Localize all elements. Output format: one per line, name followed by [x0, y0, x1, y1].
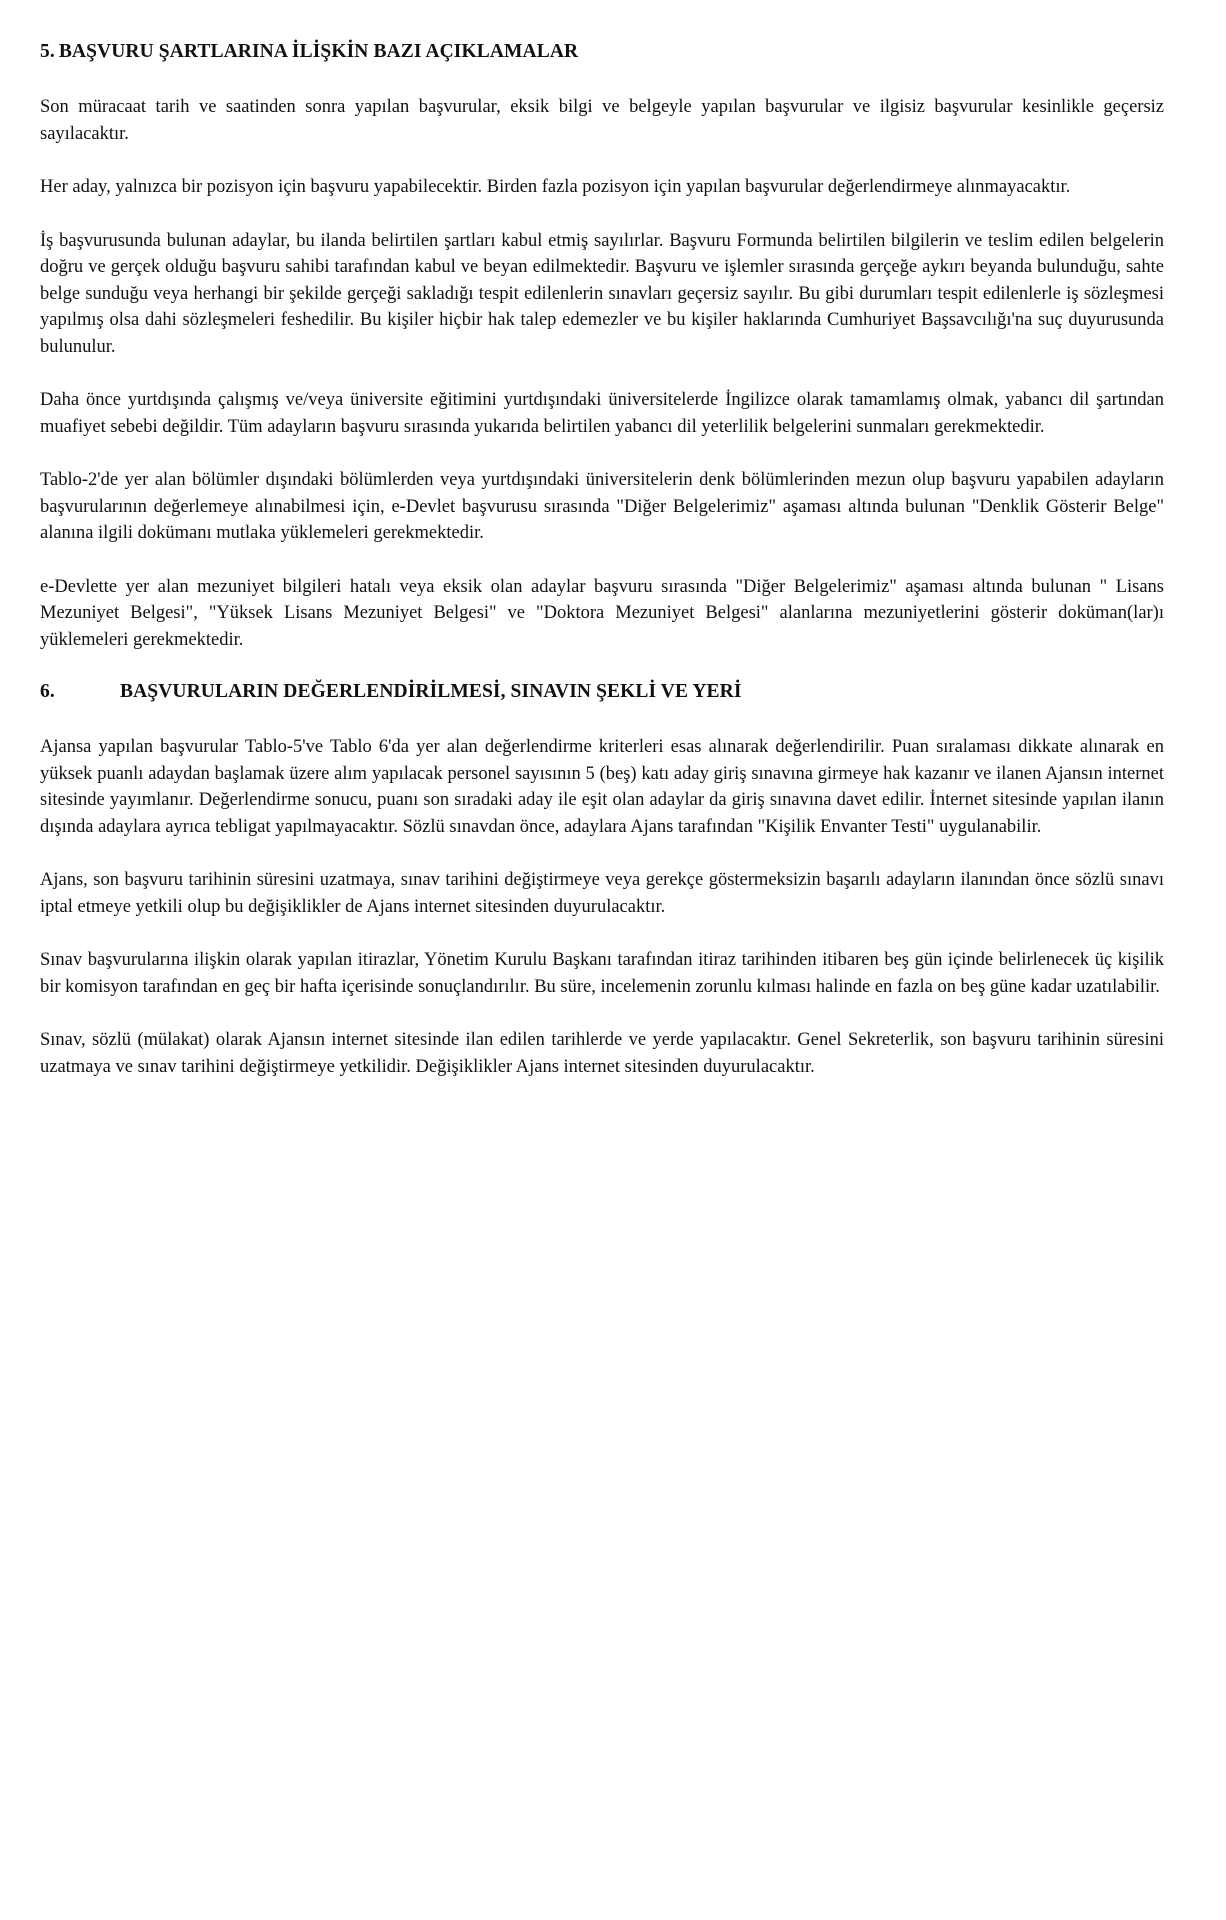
- section-5-paragraph-5: Tablo-2'de yer alan bölümler dışındaki bölümlerden veya yurtdışındaki üniversitelerin denk bölümlerinden mezun olup başvuru yapabilen adayların başvurularının değerlemeye alınabilmesi için, e-Devlet başvurusu sırasında "Diğer Belgelerimiz" aşaması altında bulunan "Denklik Gösterir Belge" alanına ilgili dokümanı mutlaka yüklemeleri gerekmektedir.: [40, 470, 1164, 543]
- section-6-heading: [40, 680, 1164, 704]
- section-6-paragraph-2: Ajans, son başvuru tarihinin süresini uzatmaya, sınav tarihini değiştirmeye veya gerekçe göstermeksizin başarılı adayların ilanından önce sözlü sınavı iptal etmeye yetkili olup bu değişiklikler de Ajans internet sitesinden duyurulacaktır.: [40, 870, 1164, 917]
- section-6-title: BAŞVURULARIN DEĞERLENDİRİLMESİ, SINAVIN ŞEKLİ VE YERİ: [120, 681, 742, 702]
- section-6-paragraph-4: Sınav, sözlü (mülakat) olarak Ajansın internet sitesinde ilan edilen tarihlerde ve yerde yapılacaktır. Genel Sekreterlik, son başvuru tarihinin süresini uzatmaya ve sınav tarihini değiştirmeye yetkilidir. Değişiklikler Ajans internet sitesinden duyurulacaktır.: [40, 1030, 1164, 1077]
- section-6-paragraph-1: Ajansa yapılan başvurular Tablo-5've Tablo 6'da yer alan değerlendirme kriterleri esas alınarak değerlendirilir. Puan sıralaması dikkate alınarak en yüksek puanlı adaydan başlamak üzere alım yapılacak personel sayısının 5 (beş) katı aday giriş sınavına girmeye hak kazanır ve ilanen Ajansın internet sitesinde yayımlanır. Değerlendirme sonucu, puanı son sıradaki aday ile eşit olan adaylar da giriş sınavına davet edilir. İnternet sitesinde yapılan ilanın dışında adaylara ayrıca tebligat yapılmayacaktır. Sözlü sınavdan önce, adaylara Ajans tarafından "Kişilik Envanter Testi" uygulanabilir.: [40, 737, 1164, 837]
- section-5-paragraph-4: Daha önce yurtdışında çalışmış ve/veya üniversite eğitimini yurtdışındaki üniversitelerde İngilizce olarak tamamlamış olmak, yabancı dil şartından muafiyet sebebi değildir. Tüm adayların başvuru sırasında yukarıda belirtilen yabancı dil yeterlilik belgelerini sunmaları gerekmektedir.: [40, 390, 1164, 437]
- section-6-number: 6.: [40, 681, 55, 702]
- section-5-title: BAŞVURU ŞARTLARINA İLİŞKİN BAZI AÇIKLAMALAR: [58, 41, 579, 62]
- section-5-paragraph-3: İş başvurusunda bulunan adaylar, bu ilanda belirtilen şartları kabul etmiş sayılırlar. Başvuru Formunda belirtilen bilgilerin ve teslim edilen belgelerin doğru ve gerçek olduğu başvuru sahibi tarafından kabul ve beyan edilmektedir. Başvuru ve işlemler sırasında gerçeğe aykırı beyanda bulunduğu, sahte belge sunduğu veya herhangi bir şekilde gerçeği sakladığı tespit edilenlerin sınavları geçersiz sayılır. Bu gibi durumları tespit edilenlerle iş sözleşmesi yapılmış olsa dahi sözleşmeleri feshedilir. Bu kişiler hiçbir hak talep edemezler ve bu kişiler haklarında Cumhuriyet Başsavcılığı'na suç duyurusunda bulunulur.: [40, 230, 1164, 357]
- section-6-paragraph-3: Sınav başvurularına ilişkin olarak yapılan itirazlar, Yönetim Kurulu Başkanı tarafından itiraz tarihinden itibaren beş gün içinde belirlenecek üç kişilik bir komisyon tarafından en geç bir hafta içerisinde sonuçlandırılır. Bu süre, incelemenin zorunlu kılması halinde en fazla on beş güne kadar uzatılabilir.: [40, 950, 1164, 997]
- section-5-paragraph-2: Her aday, yalnızca bir pozisyon için başvuru yapabilecektir. Birden fazla pozisyon için yapılan başvurular değerlendirmeye alınmayacaktır.: [40, 177, 1071, 197]
- section-5-paragraph-1: Son müracaat tarih ve saatinden sonra yapılan başvurular, eksik bilgi ve belgeyle yapılan başvurular ve ilgisiz başvurular kesinlikle geçersiz sayılacaktır.: [40, 97, 1164, 144]
- section-5-number: 5.: [40, 41, 55, 62]
- section-5-heading: [40, 40, 1164, 64]
- document-page: [40, 40, 1164, 1107]
- section-5-paragraph-6: e-Devlette yer alan mezuniyet bilgileri hatalı veya eksik olan adaylar başvuru sırasında "Diğer Belgelerimiz" aşaması altında bulunan " Lisans Mezuniyet Belgesi", "Yüksek Lisans Mezuniyet Belgesi" ve "Doktora Mezuniyet Belgesi" alanlarına mezuniyetlerini gösterir doküman(lar)ı yüklemeleri gerekmektedir.: [40, 576, 1164, 650]
